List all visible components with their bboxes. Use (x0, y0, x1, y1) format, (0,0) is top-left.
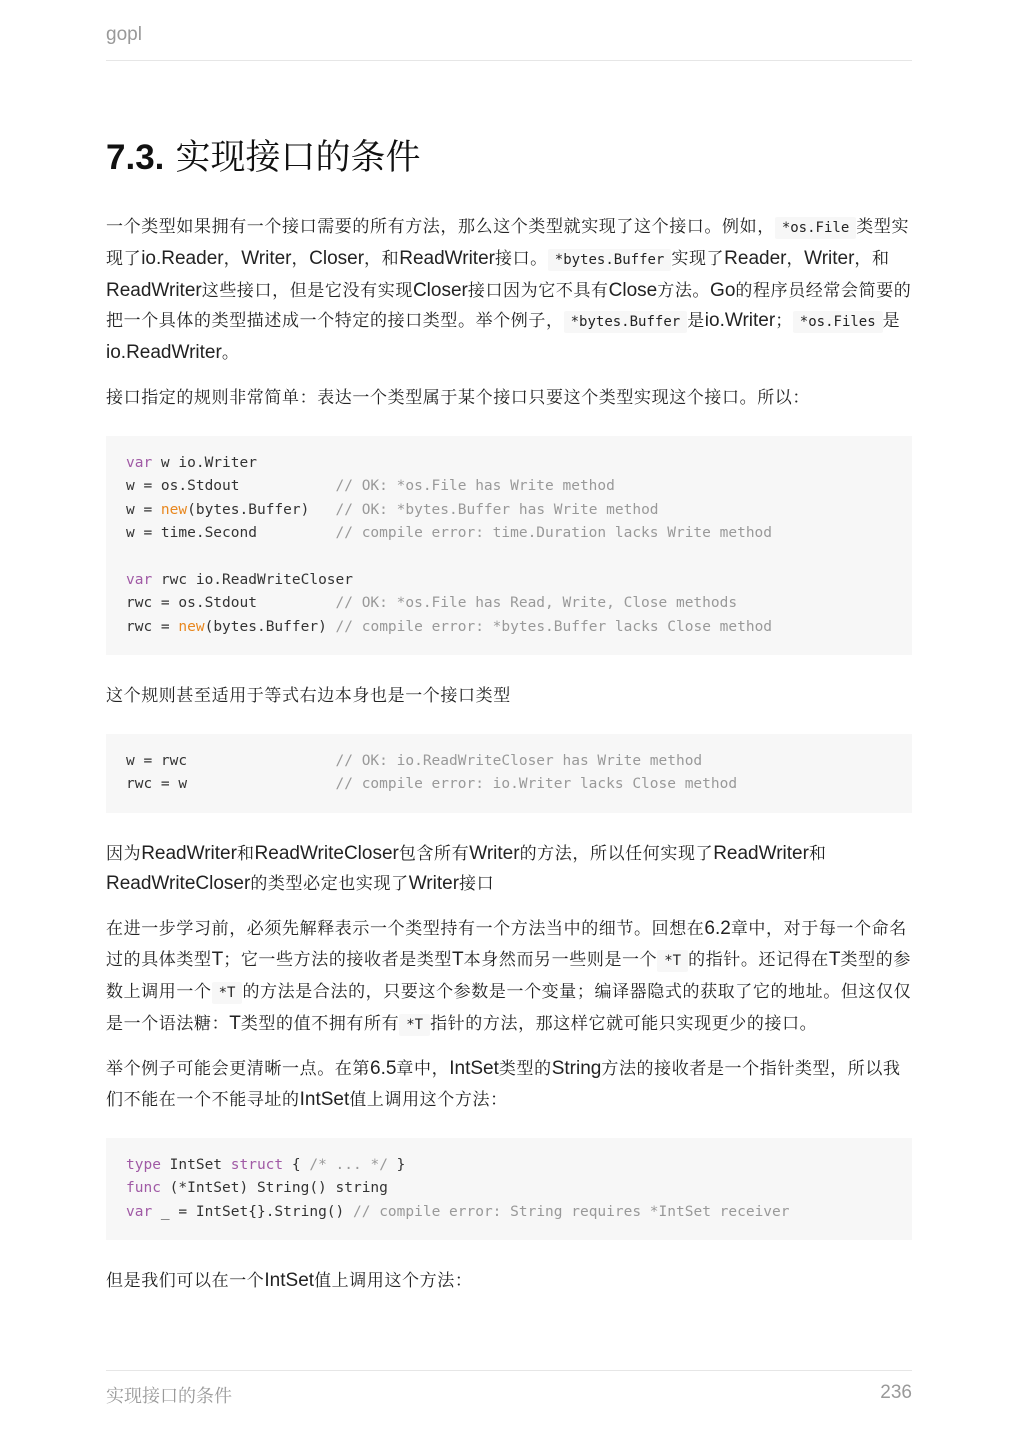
text: 。 (221, 343, 240, 364)
code-text: w io.Writer (152, 454, 257, 471)
text: 类型的值不拥有所有 (240, 1013, 400, 1034)
section-heading (106, 128, 912, 188)
code-text: rwc = w (126, 776, 336, 793)
code-comment: // compile error: *bytes.Buffer lacks Close method (335, 618, 773, 635)
text: Close (608, 279, 658, 301)
book-title: gopl (106, 24, 142, 45)
text: T (452, 949, 464, 971)
code-block-intset (106, 1138, 912, 1240)
code-text: w = rwc (126, 752, 336, 769)
text: IntSet (299, 1089, 350, 1111)
text: Closer (309, 247, 365, 269)
text: 类型实现了 (106, 217, 910, 269)
text: 章中，对于每一个命名过的具体类型 (106, 919, 907, 971)
code-text: w = (126, 501, 161, 518)
text: 因为 (106, 843, 142, 864)
text: ； (775, 311, 793, 332)
text: 值上调用这个方法： (314, 1271, 473, 1292)
text: ReadWriteCloser (254, 842, 399, 864)
inline-code: *os.Files (793, 311, 883, 333)
text: io.Writer (704, 310, 776, 332)
text: Closer (412, 279, 468, 301)
text: 的方法，所以任何实现了 (519, 843, 714, 864)
code-comment: // OK: *bytes.Buffer has Write method (335, 501, 659, 518)
keyword: var (126, 1203, 153, 1220)
text: 的程序员经常会简要的把一个具体的类型描述成一个特定的接口类型。举个例子， (106, 280, 912, 332)
text: 6.5 (370, 1058, 397, 1080)
text: ， (291, 248, 310, 269)
text: 章中， (396, 1059, 450, 1080)
text: Go (710, 279, 736, 301)
paragraph-intro (106, 212, 912, 369)
text: 值上调用这个方法： (349, 1090, 508, 1111)
code-text: IntSet (160, 1157, 231, 1174)
code-text: rwc = os.Stdout (126, 595, 336, 612)
text: 接口 (459, 874, 495, 895)
text: 的指针。还记得在 (688, 950, 829, 971)
text: 是 (687, 311, 705, 332)
header-divider (106, 60, 912, 61)
code-text: (bytes.Buffer) (187, 501, 336, 518)
code-comment: // compile error: time.Duration lacks Write method (335, 525, 773, 541)
page-number: 236 (880, 1382, 912, 1403)
footer-chapter-title: 实现接口的条件 (106, 1386, 232, 1407)
code-text: rwc = (126, 618, 179, 635)
code-text: rwc io.ReadWriteCloser (152, 571, 353, 588)
text: 这些接口，但是它没有实现 (201, 280, 413, 301)
code-text: w = os.Stdout (126, 478, 336, 495)
text: 本身然而另一些则是一个 (463, 950, 658, 971)
code-block-writer (106, 436, 912, 655)
keyword: var (126, 454, 153, 471)
inline-code: *bytes.Buffer (548, 249, 672, 271)
text: 的类型必定也实现了 (250, 874, 409, 895)
paragraph-readwriter (106, 839, 912, 901)
text: ，和 (364, 248, 400, 269)
code-text: (*IntSet) String() string (160, 1180, 388, 1197)
text: ；它一些方法的接收者是类型 (223, 950, 453, 971)
text: 实现了 (671, 248, 725, 269)
text: T (229, 1012, 241, 1034)
text: IntSet (264, 1270, 315, 1292)
text: 举个例子可能会更清晰一点。在第 (106, 1059, 370, 1080)
keyword: func (126, 1180, 161, 1197)
inline-code: *T (399, 1014, 430, 1036)
text: ReadWriter (106, 279, 202, 301)
text: String (551, 1058, 602, 1080)
code-comment: // OK: io.ReadWriteCloser has Write method (335, 752, 703, 769)
paragraph-intset-example (106, 1054, 912, 1116)
text: 包含所有 (398, 843, 470, 864)
code-text: w = time.Second (126, 525, 336, 541)
code-text: } (387, 1157, 406, 1174)
text: ReadWriter (713, 842, 809, 864)
paragraph-rule: 接口指定的规则非常简单：表达一个类型属于某个接口只要这个类型实现这个接口。所以： (106, 387, 810, 408)
code-comment: // OK: *os.File has Write method (335, 478, 615, 495)
text: 类型的 (498, 1059, 552, 1080)
text: 在进一步学习前，必须先解释表示一个类型持有一个方法当中的细节。回想在 (106, 919, 705, 940)
text: ，和 (854, 248, 890, 269)
text: ReadWriter (141, 842, 237, 864)
paragraph-pointer-receiver (106, 914, 912, 1040)
text: ReadWriter (399, 247, 495, 269)
code-comment: /* ... */ (309, 1157, 388, 1174)
code-text: { (283, 1157, 310, 1174)
text: T (211, 949, 224, 971)
paragraph-interface-rhs: 这个规则甚至适用于等式右边本身也是一个接口类型 (106, 686, 511, 707)
inline-code: *T (657, 950, 688, 972)
builtin: new (160, 501, 188, 518)
text: 是 (882, 311, 901, 332)
text: 方法的接收者是一个指针类型，所以我们不能在一个不能寻址的 (106, 1059, 901, 1111)
text: Reader (724, 247, 787, 269)
section-title: 实现接口的条件 (175, 138, 421, 178)
footer-divider (106, 1370, 912, 1371)
keyword: struct (230, 1157, 284, 1174)
text: 接口。 (494, 248, 548, 269)
section-number: 7.3. (106, 138, 165, 177)
text: 和 (808, 843, 827, 864)
page-content (106, 128, 912, 1311)
text: 接口因为它不具有 (467, 280, 609, 301)
text: 一个类型如果拥有一个接口需要的所有方法，那么这个类型就实现了这个接口。例如， (106, 217, 775, 237)
text: Writer (804, 247, 855, 269)
paragraph-intset-call (106, 1266, 912, 1297)
text: ， (223, 248, 242, 269)
text: ， (786, 248, 805, 269)
text: 6.2 (704, 918, 731, 940)
keyword: var (126, 571, 153, 588)
text: IntSet (449, 1058, 499, 1080)
text: ReadWriteCloser (106, 873, 251, 895)
text: 类型的参数上调用一个 (106, 950, 911, 1002)
text: Writer (241, 247, 292, 269)
inline-code: *os.File (775, 217, 856, 239)
text: 指针的方法，那这样它就可能只实现更少的接口。 (430, 1013, 818, 1034)
code-text: (bytes.Buffer) (204, 618, 336, 635)
code-comment: // compile error: String requires *IntSet receiver (353, 1203, 790, 1220)
keyword: type (126, 1157, 161, 1174)
text: 和 (236, 843, 255, 864)
text: Writer (408, 873, 460, 895)
text: 的方法是合法的，只要这个参数是一个变量；编译器隐式的获取了它的地址。但这仅仅是一个语法糖： (106, 981, 912, 1034)
text: Writer (469, 842, 520, 864)
code-comment: // OK: *os.File has Read, Write, Close methods (335, 595, 738, 612)
code-comment: // compile error: io.Writer lacks Close method (335, 776, 738, 793)
inline-code: *bytes.Buffer (564, 311, 688, 333)
code-text: _ = IntSet{}.String() (152, 1203, 353, 1220)
code-block-rwc (106, 734, 912, 813)
text: io.Reader (141, 247, 224, 269)
text: 方法。 (657, 280, 711, 301)
inline-code: *T (212, 982, 243, 1004)
text: io.ReadWriter (106, 342, 222, 364)
text: T (828, 949, 841, 971)
builtin: new (178, 618, 205, 635)
text: 但是我们可以在一个 (106, 1271, 265, 1292)
